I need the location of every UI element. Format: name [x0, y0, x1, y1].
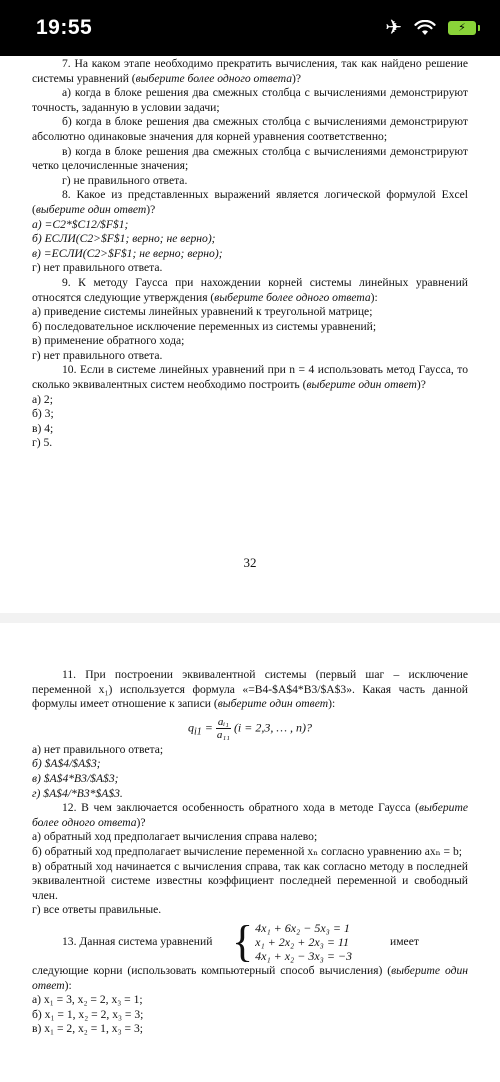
question-10: 10. Если в системе линейных уравнений при n = 4 использовать метод Гаусса, то сколько эквивалентных систем необходимо построить (выберите один ответ)? — [32, 363, 468, 392]
question-11: 11. При построении эквивалентной системы (первый шаг – исключение переменной x₁) используется формула «=B4-$A$4*B3/$A$3». Какая часть данной формулы имеет отношение к записи (выберите один ответ): — [32, 668, 468, 711]
airplane-mode-icon: ✈ — [385, 17, 402, 39]
answer-8c: в) =ЕСЛИ(C2>$F$1; не верно; верно); — [32, 246, 223, 260]
answer-7d: г) не правильного ответа. — [62, 173, 188, 187]
answer-13c: в) x₁ = 2, x₂ = 1, x₃ = 3; — [32, 1022, 143, 1036]
answer-7c: в) когда в блоке решения два смежных столбца с вычислениями демонстрируют четко целочисленные значения; — [32, 144, 468, 173]
answer-8a: а) =C2*$C12/$F$1; — [32, 217, 129, 231]
answer-9c: в) применение обратного хода; — [32, 334, 185, 348]
question-13-has: имеет — [390, 934, 419, 948]
answer-12b: б) обратный ход предполагает вычисление переменной xₙ согласно уравнению axₙ = b; — [32, 844, 463, 858]
answer-13b: б) x₁ = 1, x₂ = 2, x₃ = 3; — [32, 1007, 144, 1021]
page-number: 32 — [243, 555, 257, 570]
answer-10b: б) 3; — [32, 407, 54, 421]
answer-12d: г) все ответы правильные. — [32, 903, 162, 917]
answer-10d: г) 5. — [32, 436, 53, 450]
clock: 19:55 — [36, 16, 93, 39]
equation-2: x₁ + 2x₂ + 2x₃ = 11 — [255, 934, 350, 949]
answer-10c: в) 4; — [32, 421, 54, 435]
formula-denominator: a₁₁ — [216, 728, 230, 741]
question-8: 8. Какое из представленных выражений является логической формулой Excel (выберите один ответ)? — [32, 188, 468, 216]
answer-7b: б) когда в блоке решения два смежных столбца с вычислениями демонстрируют абсолютно одинаковые значения для корней уравнения соответственно; — [32, 115, 468, 143]
answer-9d: г) нет правильного ответа. — [32, 348, 163, 362]
status-icons — [385, 19, 476, 37]
answer-10a: а) 2; — [32, 392, 53, 406]
answer-8b: б) ЕСЛИ(C2>$F$1; верно; не верно); — [32, 232, 216, 246]
answer-12a: а) обратный ход предполагает вычисления справа налево; — [32, 830, 318, 844]
answer-11c: в) $A$4*B3/$A$3; — [32, 771, 119, 785]
answer-13a: а) x₁ = 3, x₂ = 2, x₃ = 1; — [32, 993, 143, 1007]
question-12: 12. В чем заключается особенность обратного хода в методе Гаусса (выберите более одного ответа)? — [32, 801, 468, 829]
answer-12c: в) обратный ход начинается с вычисления справа, так как согласно методу в последней эквивалентной системе известны коэффициент последней переменной и свободный член. — [32, 859, 468, 902]
wifi-icon — [414, 20, 436, 36]
equation-system — [255, 921, 352, 963]
page-bottom — [32, 668, 468, 1037]
question-7: 7. На каком этапе необходимо прекратить вычисления, так как найдено решение системы уравнений (выберите более одного ответа)? — [32, 57, 468, 85]
formula-numerator: aᵢ₁ — [217, 715, 229, 728]
answer-9b: б) последовательное исключение переменных из системы уравнений; — [32, 319, 377, 333]
question-13-system — [32, 916, 468, 966]
page-top — [32, 57, 468, 451]
equation-3: 4x₁ + x₂ − 3x₃ = −3 — [255, 948, 353, 963]
question-9: 9. К методу Гаусса при нахождении корней системы линейных уравнений относятся следующие утверждения (выберите более одного ответа): — [32, 275, 468, 304]
question-13: следующие корни (использовать компьютерный способ вычисления) (выберите один ответ): — [32, 963, 468, 992]
formula-q11: $q_{i1}$ = $\frac{\text{aᵢ₁}}{\text{a₁₁}}$ (i = 2,3, … , n)? — [187, 715, 313, 741]
answer-11b: б) $A$4/$A$3; — [32, 757, 101, 771]
answer-7a: а) когда в блоке решения два смежных столбца с вычислениями демонстрируют точность, заданную в условии задачи; — [32, 86, 468, 114]
page-divider — [0, 613, 500, 623]
brace-icon: { — [232, 916, 254, 966]
battery-icon: ⚡ — [448, 21, 476, 35]
answer-8d: г) нет правильного ответа. — [32, 261, 163, 275]
answer-9a: а) приведение системы линейных уравнений к треугольной матрице; — [32, 305, 373, 319]
equation-1: 4x₁ + 6x₂ − 5x₃ = 1 — [255, 920, 350, 935]
answer-11d: г) $A$4/*B3*$A$3. — [32, 786, 123, 800]
question-13-label: 13. Данная система уравнений — [62, 934, 213, 948]
answer-11a: а) нет правильного ответа; — [32, 742, 164, 756]
status-bar — [0, 0, 500, 56]
